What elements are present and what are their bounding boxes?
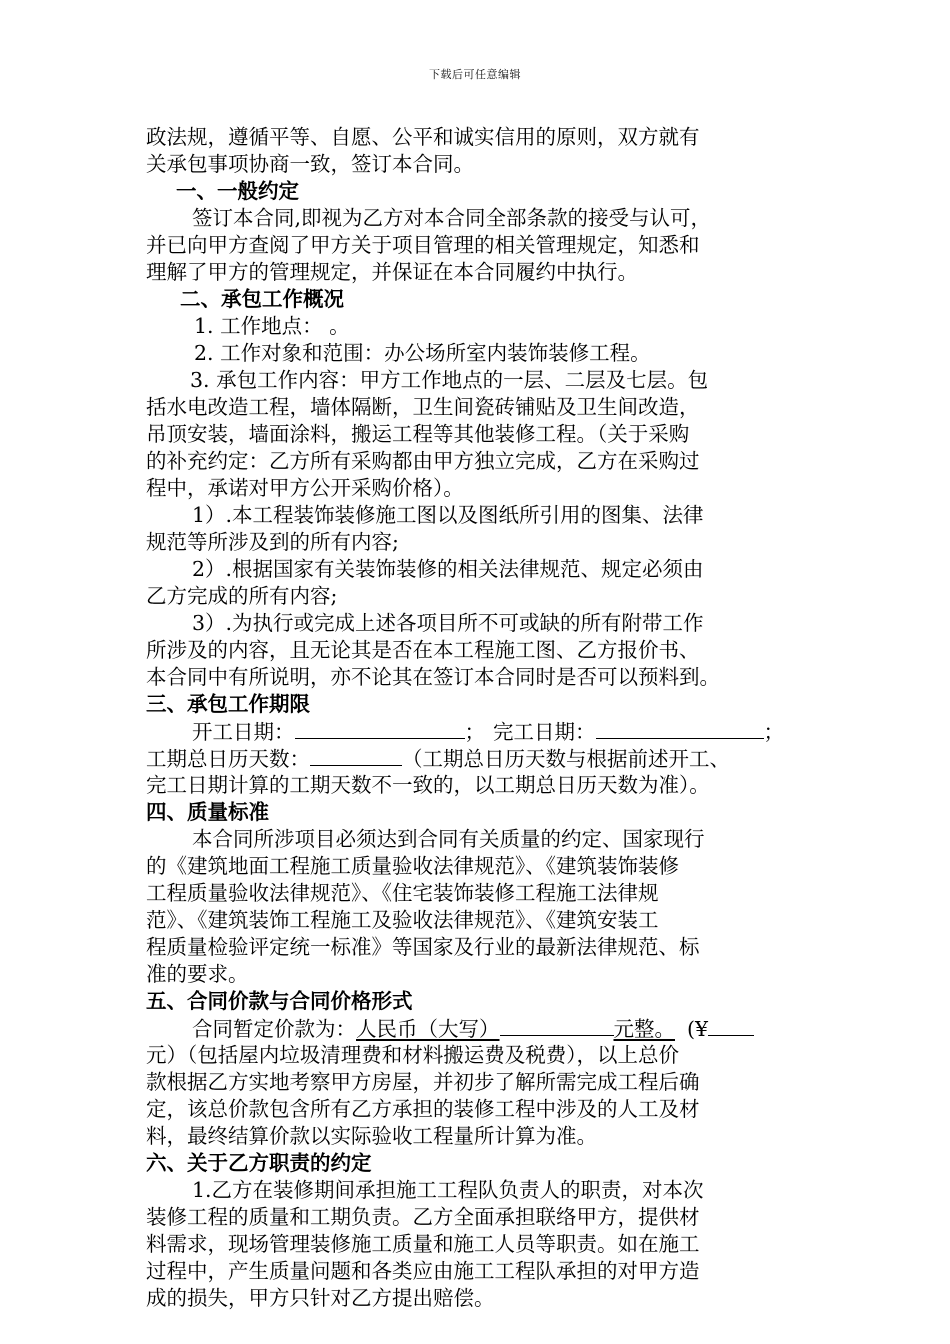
paragraph-line: 1.乙方在装修期间承担施工工程队负责人的职责，对本次 xyxy=(192,1178,704,1202)
paragraph-line: 3. 承包工作内容：甲方工作地点的一层、二层及七层。包 xyxy=(190,368,709,392)
paragraph-line: 准的要求。 xyxy=(146,962,249,986)
end-date-field xyxy=(596,718,764,739)
total-days-label: 工期总日历天数： xyxy=(146,747,310,771)
paragraph-line: 2）.根据国家有关装饰装修的相关法律规范、规定必须由 xyxy=(192,557,704,581)
price-amount-field xyxy=(500,1015,614,1036)
paragraph-line: 签订本合同,即视为乙方对本合同全部条款的接受与认可， xyxy=(192,206,712,230)
price-yuan-text: 元）（包括屋内垃圾清理费和材料搬运费及税费），以上总价 xyxy=(146,1043,679,1067)
price-label: 合同暂定价款为： xyxy=(192,1017,356,1041)
paragraph-line: 本合同所涉项目必须达到合同有关质量的约定、国家现行 xyxy=(192,827,705,851)
total-days-note: （工期总日历天数与根据前述开工、 xyxy=(402,747,730,771)
paragraph-line: 定，该总价款包含所有乙方承担的装修工程中涉及的人工及材 xyxy=(146,1097,700,1121)
contract-body xyxy=(146,124,806,1312)
page-header: 下载后可任意编辑 xyxy=(429,68,521,81)
contract-section-quality xyxy=(146,799,806,1015)
paragraph-line: 范》、《建筑装饰工程施工及验收法律规范》、《建筑安装工 xyxy=(146,908,659,932)
period-total-note-line xyxy=(146,772,806,799)
paragraph-line: 并已向甲方查阅了甲方关于项目管理的相关管理规定，知悉和 xyxy=(146,233,700,257)
period-dates-line xyxy=(146,718,806,745)
paragraph-line: 过程中，产生质量问题和各类应由施工工程队承担的对甲方造 xyxy=(146,1259,700,1283)
section-heading: 五、合同价款与合同价格形式 xyxy=(146,989,413,1013)
price-yen-field xyxy=(708,1015,754,1036)
end-date-label: 完工日期： xyxy=(493,720,596,744)
paragraph-line: 关承包事项协商一致，签订本合同。 xyxy=(146,152,474,176)
section-heading: 六、关于乙方职责的约定 xyxy=(146,1151,372,1175)
price-unit: 元整。 xyxy=(613,1017,675,1041)
date-separator: ； xyxy=(464,720,485,744)
period-total-line xyxy=(146,745,806,772)
paragraph-line: 所涉及的内容，且无论其是否在本工程施工图、乙方报价书、 xyxy=(146,638,700,662)
paragraph-line: 程质量检验评定统一标准》等国家及行业的最新法律规范、标 xyxy=(146,935,700,959)
paragraph-line: 料需求，现场管理装修施工质量和施工人员等职责。如在施工 xyxy=(146,1232,700,1256)
contract-section-duties xyxy=(146,1069,806,1312)
section-heading: 二、承包工作概况 xyxy=(180,287,344,311)
section-heading: 四、质量标准 xyxy=(146,800,269,824)
paragraph-line: 规范等所涉及到的所有内容; xyxy=(146,530,399,554)
section-heading: 三、承包工作期限 xyxy=(146,692,310,716)
paragraph-line: 的补充约定：乙方所有采购都由甲方独立完成，乙方在采购过 xyxy=(146,449,700,473)
price-yuan-line xyxy=(146,1042,806,1069)
paragraph-line: 成的损失，甲方只针对乙方提出赔偿。 xyxy=(146,1286,495,1310)
total-days-note-continued: 完工日期计算的工期天数不一致的，以工期总日历天数为准）。 xyxy=(146,773,710,797)
paragraph-line: 1）.本工程装饰装修施工图以及图纸所引用的图集、法律 xyxy=(192,503,704,527)
start-date-field xyxy=(295,718,465,739)
paragraph-line: 程中，承诺对甲方公开采购价格）。 xyxy=(146,476,464,500)
paragraph-line: 的《建筑地面工程施工质量验收法律规范》、《建筑装饰装修 xyxy=(146,854,679,878)
paragraph-line: 装修工程的质量和工期负责。乙方全面承担联络甲方，提供材 xyxy=(146,1205,700,1229)
end-date-separator: ； xyxy=(763,720,784,744)
section-heading: 一、一般约定 xyxy=(176,179,299,203)
price-currency: 人民币（大写） xyxy=(356,1017,500,1041)
paragraph-line: 1. 工作地点： 。 xyxy=(194,314,350,338)
paragraph-line: 括水电改造工程，墙体隔断，卫生间瓷砖铺贴及卫生间改造， xyxy=(146,395,700,419)
paragraph-line: 料，最终结算价款以实际验收工程量所计算为准。 xyxy=(146,1124,597,1148)
price-yen: (¥ xyxy=(687,1017,709,1041)
start-date-label: 开工日期： xyxy=(192,720,295,744)
contract-section-general xyxy=(146,124,806,718)
paragraph-line: 吊顶安装，墙面涂料，搬运工程等其他装修工程。（关于采购 xyxy=(146,422,690,446)
paragraph-line: 款根据乙方实地考察甲方房屋，并初步了解所需完成工程后确 xyxy=(146,1070,700,1094)
paragraph-line: 工程质量验收法律规范》、《住宅装饰装修工程施工法律规 xyxy=(146,881,659,905)
total-days-field xyxy=(310,745,402,766)
paragraph-line: 3）.为执行或完成上述各项目所不可或缺的所有附带工作 xyxy=(192,611,704,635)
paragraph-line: 乙方完成的所有内容; xyxy=(146,584,338,608)
paragraph-line: 政法规，遵循平等、自愿、公平和诚实信用的原则，双方就有 xyxy=(146,125,700,149)
paragraph-line: 2. 工作对象和范围：办公场所室内装饰装修工程。 xyxy=(194,341,651,365)
paragraph-line: 本合同中有所说明，亦不论其在签订本合同时是否可以预料到。 xyxy=(146,665,720,689)
price-line xyxy=(146,1015,806,1042)
paragraph-line: 理解了甲方的管理规定，并保证在本合同履约中执行。 xyxy=(146,260,638,284)
